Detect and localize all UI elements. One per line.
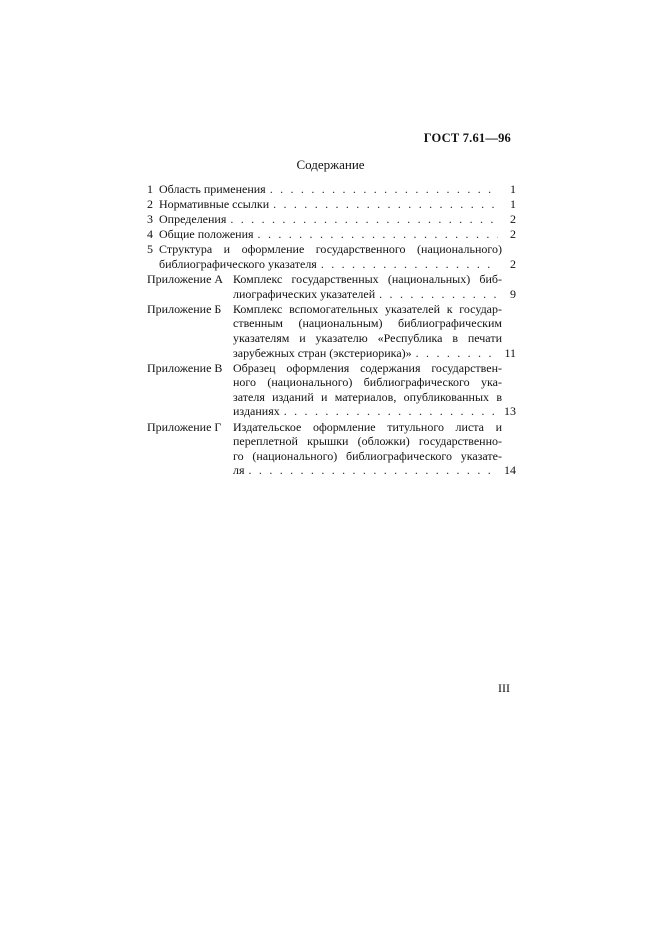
section-title: Определения [159, 212, 227, 227]
section-title: Нормативные ссылки [159, 197, 270, 212]
toc-title-text: Содержание [296, 157, 365, 172]
appendix-title-line: переплетной крышки (обложки) государственно- [233, 434, 502, 449]
appendix-label: Приложение Г [147, 419, 222, 434]
dot-leader [258, 227, 498, 242]
appendix-title-line: Комплекс вспомогательных указателей к государ- [233, 301, 502, 316]
section-number: 2 [147, 197, 153, 212]
standard-code: ГОСТ 7.61—96 [423, 131, 511, 145]
page-number: 1 [510, 197, 516, 212]
dot-leader [321, 257, 498, 272]
toc-title [0, 157, 661, 173]
toc-entry-section-4[interactable] [147, 227, 516, 242]
dot-leader [273, 197, 498, 212]
toc-entry-appendix-g[interactable] [147, 420, 516, 478]
section-title-line-2: библиографического указателя [159, 256, 317, 271]
appendix-label: Приложение В [147, 360, 223, 375]
section-number: 3 [147, 212, 153, 227]
table-of-contents [147, 182, 516, 478]
toc-entry-section-2[interactable] [147, 197, 516, 212]
dot-leader [249, 463, 498, 478]
appendix-title-line: Комплекс государственных (национальных) биб- [233, 272, 502, 287]
page-number: 2 [510, 212, 516, 227]
appendix-title-line: ного (национального) библиографического ука- [233, 375, 502, 390]
toc-entry-section-3[interactable] [147, 212, 516, 227]
section-number: 1 [147, 182, 153, 196]
toc-entry-appendix-v[interactable] [147, 361, 516, 419]
dot-leader [379, 287, 498, 302]
dot-leader [230, 212, 498, 227]
toc-entry-section-1[interactable] [147, 182, 516, 197]
appendix-label: Приложение А [147, 272, 224, 287]
appendix-title-line: Образец оформления содержания государствен- [233, 360, 502, 375]
section-title: Область применения [159, 182, 266, 196]
toc-entry-appendix-a[interactable] [147, 272, 516, 301]
page-number: 2 [510, 256, 516, 271]
toc-entry-section-5[interactable] [147, 242, 516, 271]
page-number: 1 [510, 182, 516, 196]
toc-entry-appendix-b[interactable] [147, 302, 516, 360]
page-number: 11 [504, 345, 516, 360]
appendix-title-line: Издательское оформление титульного листа и [233, 419, 502, 434]
section-number: 4 [147, 227, 153, 242]
page-number: 9 [510, 286, 516, 301]
page-folio: III [498, 681, 510, 695]
page-number: 13 [504, 404, 516, 419]
section-title: Общие положения [159, 227, 254, 242]
page-number: 2 [510, 227, 516, 242]
dot-leader [284, 404, 498, 419]
appendix-title-line: ственным (национальным) библиографическим [233, 316, 502, 331]
appendix-title-line: ля [233, 463, 245, 478]
appendix-title-line: зателя изданий и материалов, опубликованных в [233, 389, 502, 404]
dot-leader [416, 346, 498, 361]
appendix-title-line: го (национального) библиографического указате- [233, 448, 502, 463]
appendix-label: Приложение Б [147, 301, 222, 316]
dot-leader [270, 182, 498, 197]
appendix-title-line: изданиях [233, 404, 280, 419]
appendix-title-line: зарубежных стран (экстериорика)» [233, 345, 412, 360]
appendix-title-line: лиографических указателей [233, 286, 376, 301]
page-number: 14 [504, 463, 516, 478]
appendix-title-line: указателям и указателю «Республика в печати [233, 330, 502, 345]
section-number: 5 [147, 242, 153, 257]
section-title-line-1: Структура и оформление государственного (национального) [159, 242, 502, 257]
